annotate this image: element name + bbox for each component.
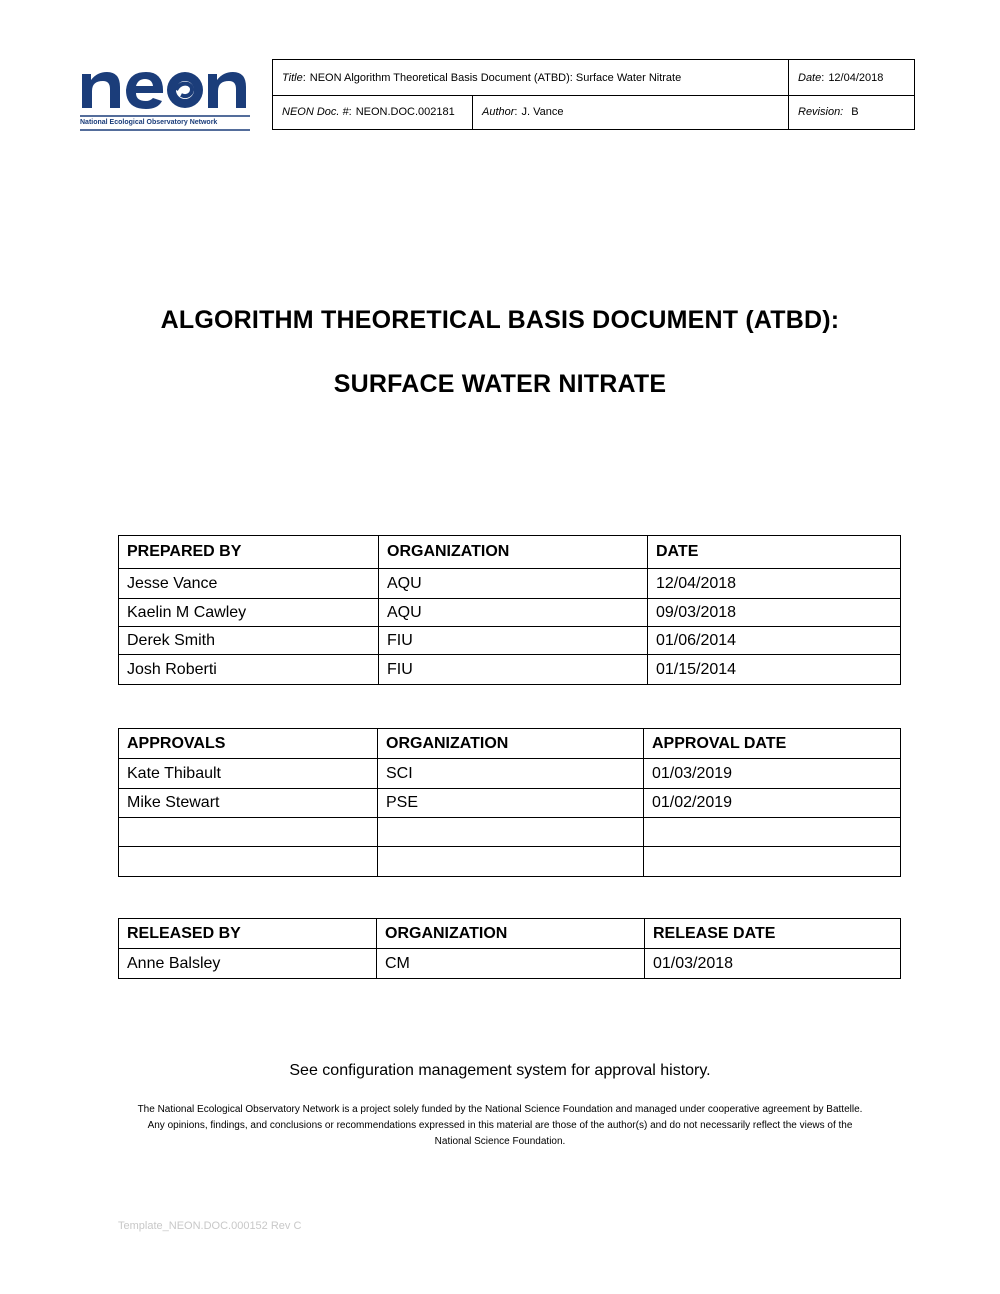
table-row (119, 818, 901, 847)
template-footer: Template_NEON.DOC.000152 Rev C (118, 1220, 302, 1232)
table-header-row (119, 536, 901, 569)
header-author-cell: Author : J. Vance (473, 95, 789, 129)
column-header: ORGANIZATION (378, 729, 644, 759)
column-header: APPROVAL DATE (644, 729, 901, 759)
table-cell: 01/15/2014 (648, 655, 901, 685)
document-title: ALGORITHM THEORETICAL BASIS DOCUMENT (ATBD): (160, 306, 840, 334)
table-cell: SCI (378, 759, 644, 789)
table-cell: Josh Roberti (119, 655, 379, 685)
table-cell: Kate Thibault (119, 759, 378, 789)
table-cell: CM (377, 949, 645, 979)
table-cell: Derek Smith (119, 627, 379, 655)
table-cell: 01/03/2019 (644, 759, 901, 789)
released-by-table (118, 918, 901, 979)
table-cell: PSE (378, 789, 644, 818)
table-cell: 09/03/2018 (648, 599, 901, 627)
table-cell (378, 847, 644, 877)
header-revision-label: Revision: (798, 106, 844, 118)
header-author-label: Author (482, 106, 515, 118)
column-header: RELEASED BY (119, 919, 377, 949)
table-row (119, 599, 901, 627)
column-header: PREPARED BY (119, 536, 379, 569)
table-row (119, 627, 901, 655)
table-cell: Anne Balsley (119, 949, 377, 979)
table-header-row (119, 729, 901, 759)
table-cell: 12/04/2018 (648, 569, 901, 599)
table-cell: FIU (379, 627, 648, 655)
column-header: ORGANIZATION (379, 536, 648, 569)
table-cell: AQU (379, 599, 648, 627)
table-cell (644, 818, 901, 847)
header-title-value: NEON Algorithm Theoretical Basis Document (ATBD): Surface Water Nitrate (309, 71, 682, 84)
column-header: APPROVALS (119, 729, 378, 759)
document-header (272, 59, 915, 130)
header-revision-cell (789, 95, 914, 129)
header-date-value: 12/04/2018 (828, 71, 884, 84)
table-row (119, 949, 901, 979)
column-header: RELEASE DATE (645, 919, 901, 949)
table-cell: 01/02/2019 (644, 789, 901, 818)
disclaimer-line: Any opinions, findings, and conclusions or recommendations expressed in this material are those of the author(s) and do not necessarily reflect the views of the (147, 1120, 853, 1131)
table-cell: Jesse Vance (119, 569, 379, 599)
header-doc-value: NEON.DOC.002181 (355, 106, 455, 118)
header-author-value: J. Vance (521, 106, 564, 118)
header-date-label: Date (798, 71, 822, 84)
table-header-row (119, 919, 901, 949)
funding-disclaimer (110, 1102, 890, 1150)
table-row (119, 759, 901, 789)
table-row (119, 847, 901, 877)
table-row (119, 789, 901, 818)
disclaimer-line: The National Ecological Observatory Network is a project solely funded by the National Science Foundation and managed under cooperative agreement by Battelle. (137, 1104, 863, 1115)
table-cell (644, 847, 901, 877)
header-doc-label: NEON Doc. # (282, 106, 349, 118)
table-cell: 01/03/2018 (645, 949, 901, 979)
approvals-table (118, 728, 901, 877)
table-cell: FIU (379, 655, 648, 685)
table-cell: AQU (379, 569, 648, 599)
config-management-note: See configuration management system for approval history. (289, 1062, 711, 1079)
header-date-cell: Date : 12/04/2018 (798, 71, 884, 84)
header-title-cell: Title : NEON Algorithm Theoretical Basis Document (ATBD): Surface Water Nitrate (273, 60, 789, 95)
disclaimer-line: National Science Foundation. (434, 1136, 566, 1147)
column-header: ORGANIZATION (377, 919, 645, 949)
table-cell: 01/06/2014 (648, 627, 901, 655)
column-header: DATE (648, 536, 901, 569)
document-subtitle: SURFACE WATER NITRATE (333, 370, 667, 398)
table-cell (119, 818, 378, 847)
table-cell: Kaelin M Cawley (119, 599, 379, 627)
header-title-label: Title (282, 71, 303, 84)
table-cell (119, 847, 378, 877)
table-cell: Mike Stewart (119, 789, 378, 818)
header-doc-cell: NEON Doc. # : NEON.DOC.002181 (273, 95, 473, 129)
prepared-by-table (118, 535, 901, 685)
table-cell (378, 818, 644, 847)
table-row (119, 569, 901, 599)
header-revision-value: B (851, 106, 859, 118)
table-row (119, 655, 901, 685)
neon-logo (80, 60, 252, 132)
logo-tagline: National Ecological Observatory Network (80, 119, 218, 126)
